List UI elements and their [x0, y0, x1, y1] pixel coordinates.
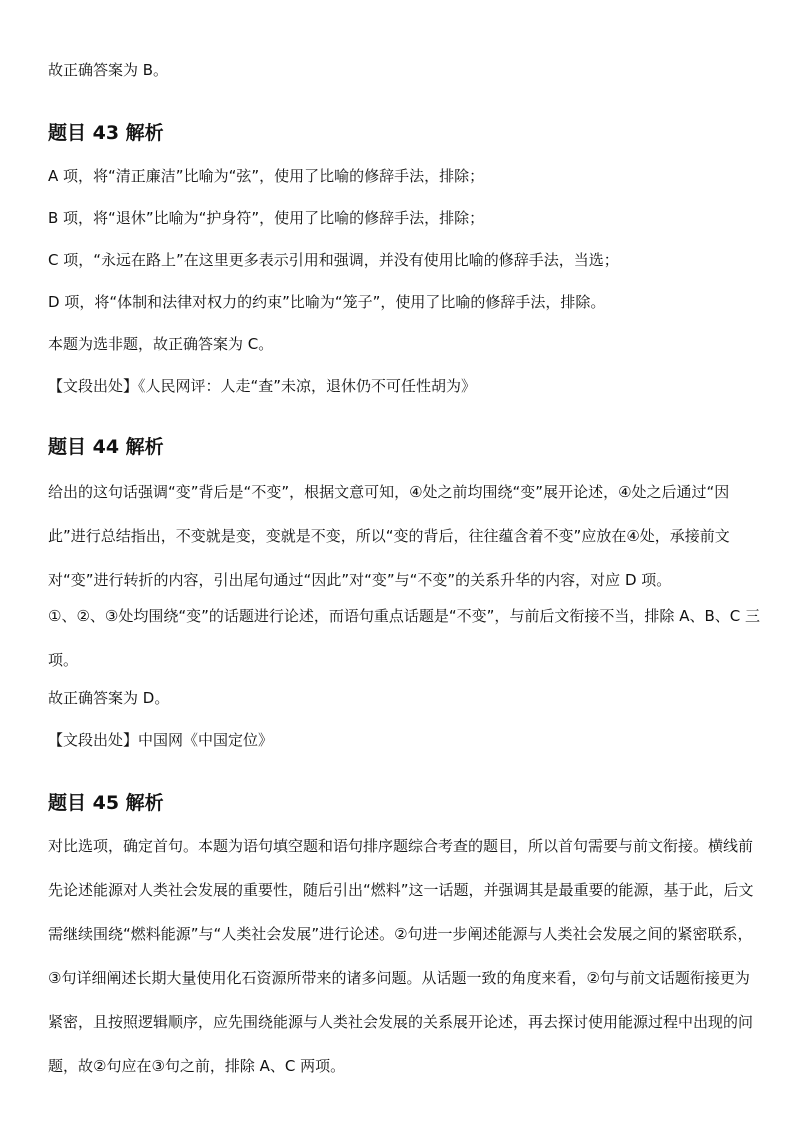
section-44-source: 【文段出处】中国网《中国定位》	[48, 731, 274, 749]
section-43-paragraph-1: A 项，将“清正廉洁”比喻为“弦”，使用了比喻的修辞手法，排除；	[48, 167, 485, 185]
section-43-paragraph-4: D 项，将“体制和法律对权力的约束”比喻为“笼子”，使用了比喻的修辞手法，排除。	[48, 293, 606, 311]
section-43-paragraph-5: 本题为选非题，故正确答案为 C。	[48, 335, 274, 353]
section-43-paragraph-3: C 项，“永远在路上”在这里更多表示引用和强调，并没有使用比喻的修辞手法，当选；	[48, 251, 619, 269]
section-45-heading: 题目 45 解析	[48, 792, 164, 814]
answer-line: 故正确答案为 B。	[48, 61, 169, 79]
section-44-paragraph-3: 故正确答案为 D。	[48, 689, 170, 707]
section-45-paragraph-1: 对比选项，确定首句。本题为语句填空题和语句排序题综合考查的题目，所以首句需要与前文衔接。横线前先论述能源对人类社会发展的重要性，随后引出“燃料”这一话题，并强调其是最重要的能源，基于此，后文需继续围绕“燃料能源”与“人类社会发展”进行论述。②句进一步阐述能源与人类社会发展之间的紧密联系，③句详细阐述长期大量使用化石资源所带来的诸多问题。从话题一致的角度来看，②句与前文话题衔接更为紧密，且按照逻辑顺序，应先围绕能源与人类社会发展的关系展开论述，再去探讨使用能源过程中出现的问题，故②句应在③句之前，排除 A、C 两项。	[48, 837, 754, 1075]
section-44-heading: 题目 44 解析	[48, 436, 164, 458]
section-44-paragraph-1: 给出的这句话强调“变”背后是“不变”，根据文意可知，④处之前均围绕“变”展开论述，④处之后通过“因此”进行总结指出，不变就是变，变就是不变，所以“变的背后，往往蕴含着不变”应放在④处，承接前文对“变”进行转折的内容，引出尾句通过“因此”对“变”与“不变”的关系升华的内容，对应 D 项。	[48, 483, 730, 589]
section-43-source: 【文段出处】《人民网评：人走“查”未凉，退休仍不可任性胡为》	[48, 377, 477, 395]
section-44-paragraph-2: ①、②、③处均围绕“变”的话题进行论述，而语句重点话题是“不变”，与前后文衔接不当，排除 A、B、C 三项。	[48, 607, 760, 669]
section-43-heading: 题目 43 解析	[48, 122, 164, 144]
section-43-paragraph-2: B 项，将“退休”比喻为“护身符”，使用了比喻的修辞手法，排除；	[48, 209, 485, 227]
